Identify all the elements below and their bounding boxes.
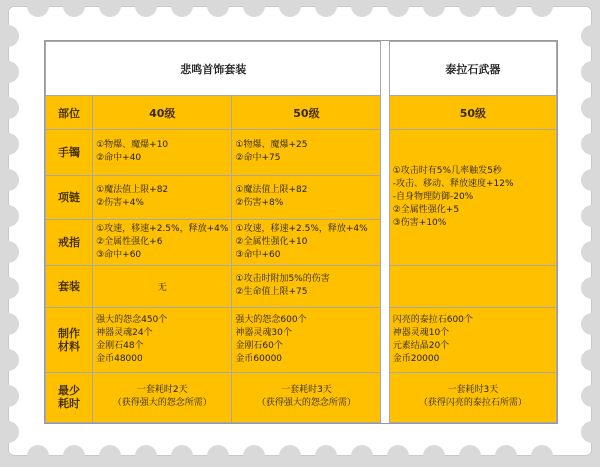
- header-part: 部位: [46, 96, 93, 129]
- cell-line: ③命中+60: [235, 249, 281, 260]
- cell-ring-a40: [93, 219, 232, 265]
- stamp-edge-notch: [531, 445, 553, 467]
- cell-line: 强大的怨念600个: [235, 314, 307, 325]
- cell-line: 神器灵魂10个: [392, 327, 450, 338]
- cell-time-a50: [232, 372, 381, 422]
- stamp-edge-notch: [581, 169, 600, 191]
- stamp-edge-notch: [351, 445, 373, 467]
- cell-line: 金刚石48个: [96, 340, 144, 351]
- stamp-edge-notch: [423, 445, 445, 467]
- row-label-ring: 戒指: [46, 219, 93, 265]
- cell-line: ②全属性强化+10: [235, 236, 308, 247]
- cell-line: 一套耗时3天: [447, 385, 499, 396]
- cell-line: 一套耗时3天: [281, 385, 332, 396]
- cell-line: ②全属性强化+6: [96, 236, 163, 247]
- cell-line: ②伤害+8%: [235, 198, 284, 209]
- header-b-level-50: 50级: [389, 96, 556, 129]
- row-label-materials: [46, 307, 93, 372]
- group-title-sorrow-set: 悲鸣首饰套装: [46, 42, 381, 96]
- stamp-edge-notch: [495, 445, 517, 467]
- row-label-time: [46, 372, 93, 422]
- stamp-edge-notch: [581, 385, 600, 407]
- stamp-edge-notch: [581, 205, 600, 227]
- cell-line: ①魔法值上限+82: [235, 185, 308, 196]
- cell-line: ①攻击时附加5%的伤害: [235, 274, 330, 285]
- cell-line: ①物爆、魔爆+25: [235, 140, 308, 151]
- table-frame: [44, 40, 558, 424]
- stamp-edge-notch: [387, 445, 409, 467]
- equipment-table: [45, 41, 557, 423]
- cell-line: 制作: [58, 326, 81, 340]
- cell-necklace-a50: [232, 175, 381, 219]
- cell-line: ①攻击时有5%几率触发5秒: [392, 165, 502, 176]
- cell-materials-a50: [232, 307, 381, 372]
- cell-line: ②全属性强化+5: [392, 204, 460, 215]
- cell-line: 神器灵魂30个: [235, 327, 292, 338]
- stamp-edge-notch: [207, 445, 229, 467]
- stamp-edge-notch: [581, 241, 600, 263]
- stamp-edge-notch: [63, 445, 85, 467]
- cell-line: ③伤害+10%: [392, 217, 447, 228]
- stamp-edge-notch: [171, 445, 193, 467]
- cell-weapon-b50: [389, 129, 556, 265]
- cell-materials-b50: [389, 307, 556, 372]
- cell-set-a40: 无: [93, 265, 232, 307]
- group-title-terra-weapon: 泰拉石武器: [389, 42, 556, 96]
- cell-line: 神器灵魂24个: [96, 327, 153, 338]
- cell-line: ①物爆、魔爆+10: [96, 140, 169, 151]
- cell-necklace-a40: [93, 175, 232, 219]
- cell-line: 金币60000: [235, 353, 283, 364]
- cell-line: ①攻速，移速+2.5%，释放+4%: [235, 223, 368, 234]
- cell-line: ③命中+60: [96, 249, 142, 260]
- cell-materials-a40: [93, 307, 232, 372]
- cell-line: ②伤害+4%: [96, 198, 144, 209]
- cell-line: ②生命值上限+75: [235, 287, 308, 298]
- cell-bracelet-a50: [232, 129, 381, 175]
- cell-bracelet-a40: [93, 129, 232, 175]
- stamp-edge-notch: [581, 421, 600, 443]
- stamp-edge-notch: [99, 445, 121, 467]
- cell-ring-a50: [232, 219, 381, 265]
- stamp-edge-notch: [279, 445, 301, 467]
- stamp-edge-notch: [581, 61, 600, 83]
- stamp-edge-notch: [581, 97, 600, 119]
- cell-line: （获得闪亮的泰拉石所需）: [418, 398, 527, 409]
- stamp-edge-notch: [581, 277, 600, 299]
- cell-time-b50: [389, 372, 556, 422]
- stamp-edge-notch: [243, 445, 265, 467]
- stamp-edge-notch: [459, 445, 481, 467]
- cell-line: 金币20000: [392, 353, 440, 364]
- row-label-set: 套装: [46, 265, 93, 307]
- cell-line: （获得强大的怨念所需）: [256, 398, 356, 409]
- cell-time-a40: [93, 372, 232, 422]
- stamp-edge-notch: [135, 445, 157, 467]
- cell-line: （获得强大的怨念所需）: [112, 398, 212, 409]
- cell-line: ①攻速，移速+2.5%，释放+4%: [96, 223, 229, 234]
- row-label-bracelet: 手镯: [46, 129, 93, 175]
- cell-line: 最少: [58, 384, 81, 398]
- cell-line: ②命中+75: [235, 153, 281, 164]
- stamp-edge-notch: [581, 349, 600, 371]
- cell-line: ②命中+40: [96, 153, 142, 164]
- cell-line: ①魔法值上限+82: [96, 185, 169, 196]
- cell-line: 金币48000: [96, 353, 143, 364]
- cell-set-b50-empty: [389, 265, 556, 307]
- cell-line: 金刚石60个: [235, 340, 283, 351]
- cell-line: -自身物理防御-20%: [392, 191, 474, 202]
- stamp-edge-notch: [315, 445, 337, 467]
- cell-line: 元素结晶20个: [392, 340, 450, 351]
- cell-line: 材料: [58, 339, 81, 353]
- stamp-edge-notch: [27, 445, 49, 467]
- cell-line: 强大的怨念450个: [96, 314, 168, 325]
- cell-line: -攻击、移动、释放速度+12%: [392, 178, 514, 189]
- header-a-level-40: 40级: [93, 96, 232, 129]
- stamp-edge-notch: [581, 25, 600, 47]
- cell-set-a50: [232, 265, 381, 307]
- stamp-edge-notch: [581, 313, 600, 335]
- cell-line: 一套耗时2天: [136, 385, 188, 396]
- stamp-edge-notch: [581, 133, 600, 155]
- cell-line: 耗时: [58, 397, 81, 411]
- row-label-necklace: 项链: [46, 175, 93, 219]
- header-a-level-50: 50级: [232, 96, 381, 129]
- cell-line: 闪亮的泰拉石600个: [392, 314, 473, 325]
